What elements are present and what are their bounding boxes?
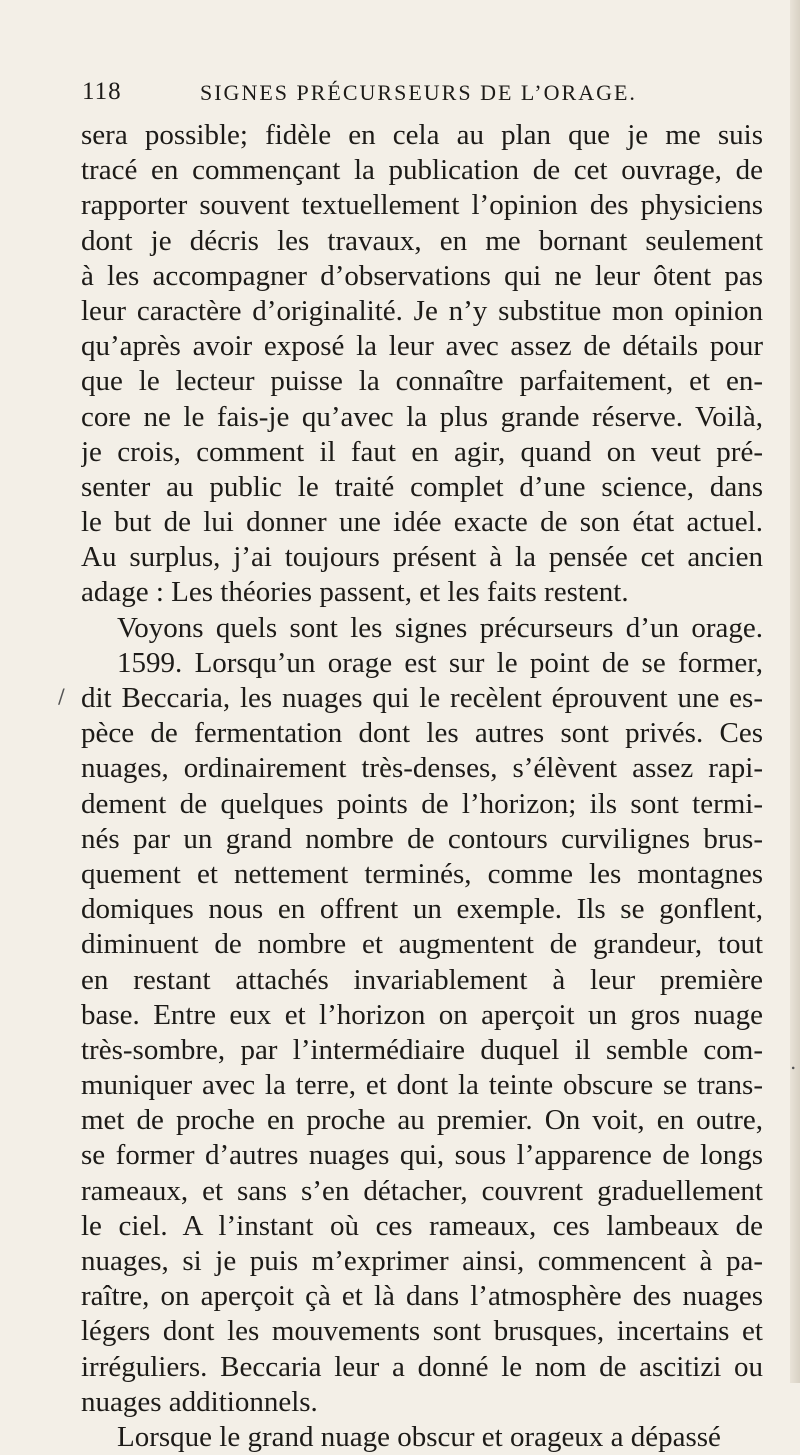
text-line: domiques nous en offrent un exemple. Ils se gonflent, (81, 893, 763, 926)
text-line: 1599. Lorsqu’un orage est sur le point de se former, (117, 646, 763, 679)
text-line: leur caractère d’originalité. Je n’y substitue mon opinion (81, 294, 763, 327)
text-line: diminuent de nombre et augmentent de grandeur, tout (81, 928, 763, 961)
page-number: 118 (82, 78, 122, 105)
text-line: très-sombre, par l’intermédiaire duquel il semble com- (81, 1033, 763, 1066)
text-line: raître, on aperçoit çà et là dans l’atmosphère des nuages (81, 1280, 763, 1313)
text-line: rameaux, et sans s’en détacher, couvrent graduellement (81, 1174, 763, 1207)
text-line: core ne le fais-je qu’avec la plus grande réserve. Voilà, (81, 400, 763, 433)
text-line: rapporter souvent textuellement l’opinion des physiciens (81, 189, 763, 222)
page-header (82, 72, 762, 112)
text-line: le ciel. A l’instant où ces rameaux, ces lambeaux de (81, 1209, 763, 1242)
text-line: à les accompagner d’observations qui ne leur ôtent pas (81, 259, 763, 292)
text-line: le but de lui donner une idée exacte de son état actuel. (81, 506, 763, 539)
text-line: légers dont les mouvements sont brusques, incertains et (81, 1315, 763, 1348)
body-text (81, 118, 763, 1455)
text-line: en restant attachés invariablement à leur première (81, 963, 763, 996)
text-line: nés par un grand nombre de contours curvilignes brus- (81, 822, 763, 855)
text-line: nuages, si je puis m’exprimer ainsi, commencent à pa- (81, 1245, 763, 1277)
text-line: nuages, ordinairement très-denses, s’élèvent assez rapi- (81, 752, 763, 785)
page-edge (790, 0, 800, 1383)
text-line: Voyons quels sont les signes précurseurs d’un orage. (117, 611, 763, 644)
text-line: quement et nettement terminés, comme les montagnes (81, 857, 763, 890)
text-line: tracé en commençant la publication de cet ouvrage, de (81, 154, 763, 187)
text-line: dement de quelques points de l’horizon; ils sont termi- (81, 787, 763, 820)
margin-mark-right: . (790, 1050, 797, 1074)
text-line: pèce de fermentation dont les autres sont privés. Ces (81, 717, 763, 750)
text-line: adage : Les théories passent, et les faits restent. (81, 576, 629, 609)
text-line: base. Entre eux et l’horizon on aperçoit un gros nuage (81, 998, 763, 1031)
text-line: dit Beccaria, les nuages qui le recèlent éprouvent une es- (81, 682, 763, 714)
text-line: que le lecteur puisse la connaître parfaitement, et en- (81, 365, 763, 398)
text-line: senter au public le traité complet d’une science, dans (81, 470, 763, 503)
margin-mark-left: / (58, 684, 65, 708)
text-line: je crois, comment il faut en agir, quand on veut pré- (81, 435, 763, 468)
text-line: muniquer avec la terre, et dont la teinte obscure se trans- (81, 1069, 763, 1102)
text-line: Lorsque le grand nuage obscur et orageux a dépassé (117, 1420, 721, 1453)
running-title: SIGNES PRÉCURSEURS DE L’ORAGE. (200, 80, 637, 105)
text-line: se former d’autres nuages qui, sous l’apparence de longs (81, 1139, 763, 1172)
text-line: irréguliers. Beccaria leur a donné le nom de ascitizi ou (81, 1350, 763, 1383)
text-line: met de proche en proche au premier. On voit, en outre, (81, 1104, 763, 1137)
text-line: sera possible; fidèle en cela au plan que je me suis (81, 119, 763, 151)
text-line: nuages additionnels. (81, 1385, 318, 1418)
text-line: Au surplus, j’ai toujours présent à la pensée cet ancien (81, 541, 763, 574)
text-line: dont je décris les travaux, en me bornant seulement (81, 224, 763, 257)
text-line: qu’après avoir exposé la leur avec assez de détails pour (81, 330, 763, 363)
